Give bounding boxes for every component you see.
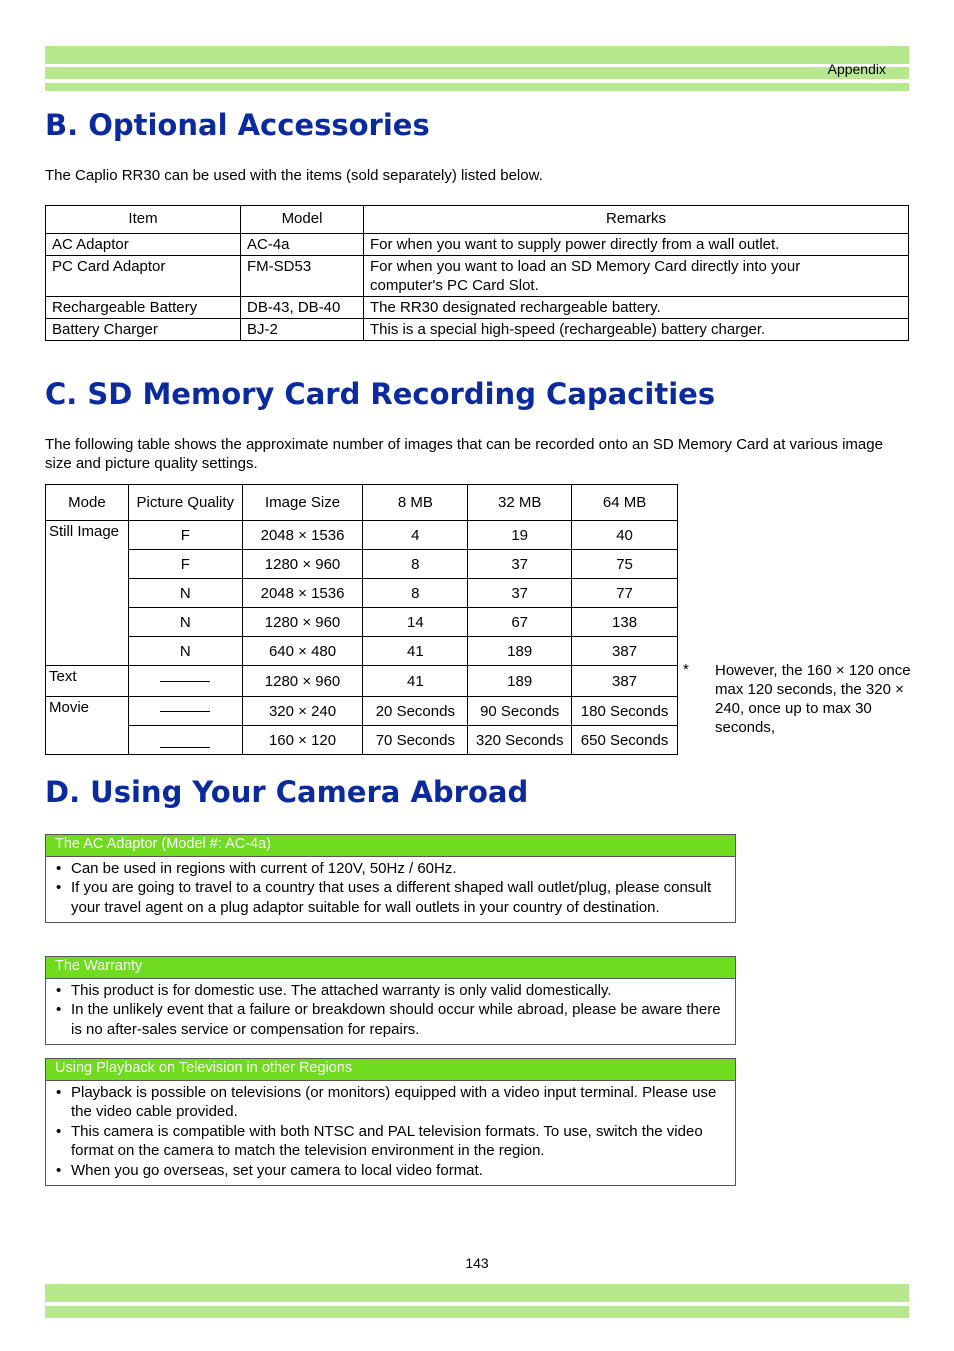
box-heading: The AC Adaptor (Model #: AC-4a) bbox=[46, 835, 735, 857]
capacity-cell: 14 bbox=[363, 608, 468, 637]
remarks-cell: For when you want to supply power directly from a wall outlet. bbox=[364, 234, 909, 256]
capacity-cell: 75 bbox=[572, 550, 678, 579]
item-cell: PC Card Adaptor bbox=[46, 256, 241, 297]
table-row bbox=[46, 319, 909, 341]
table-row bbox=[46, 550, 678, 579]
capacity-cell: 41 bbox=[363, 637, 468, 666]
header-band-middle bbox=[45, 67, 909, 79]
remarks-cell: For when you want to load an SD Memory Card directly into your computer's PC Card Slot. bbox=[364, 256, 909, 297]
list-item: • In the unlikely event that a failure or breakdown should occur while abroad, please be aware there is no after-sales service or compensation for repairs. bbox=[56, 1000, 725, 1039]
dash-mark bbox=[160, 711, 210, 712]
table-header-row bbox=[46, 206, 909, 234]
table-header-row bbox=[46, 485, 678, 521]
column-header: Image Size bbox=[242, 485, 363, 521]
dash-mark bbox=[160, 747, 210, 748]
column-header: 32 MB bbox=[468, 485, 572, 521]
quality-cell bbox=[128, 666, 242, 697]
table-row bbox=[46, 234, 909, 256]
table-row bbox=[46, 726, 678, 755]
capacity-cell: 650 Seconds bbox=[572, 726, 678, 755]
section-c-title: C. SD Memory Card Recording Capacities bbox=[45, 377, 716, 411]
header-band-top bbox=[45, 46, 909, 64]
capacity-cell: 4 bbox=[363, 521, 468, 550]
ac-adaptor-box bbox=[45, 834, 736, 923]
column-header: Model bbox=[241, 206, 364, 234]
quality-cell bbox=[128, 726, 242, 755]
section-c-intro: The following table shows the approximate number of images that can be recorded onto an SD Memory Card at various image size and picture quality settings. bbox=[45, 436, 883, 472]
capacity-cell: 19 bbox=[468, 521, 572, 550]
column-header: 64 MB bbox=[572, 485, 678, 521]
list-item: • Playback is possible on televisions (or monitors) equipped with a video input terminal. Please use the video cable provided. bbox=[56, 1083, 725, 1122]
footnote-marker: * bbox=[683, 661, 689, 678]
capacity-cell: 41 bbox=[363, 666, 468, 697]
capacity-cell: 40 bbox=[572, 521, 678, 550]
remarks-cell: The RR30 designated rechargeable battery. bbox=[364, 297, 909, 319]
quality-cell: N bbox=[128, 608, 242, 637]
capacity-cell: 8 bbox=[363, 579, 468, 608]
capacity-cell: 20 Seconds bbox=[363, 697, 468, 726]
bullet-list bbox=[46, 1081, 735, 1185]
table-row bbox=[46, 608, 678, 637]
quality-cell: N bbox=[128, 579, 242, 608]
mode-cell: Movie bbox=[46, 697, 129, 755]
accessories-table bbox=[45, 205, 909, 341]
capacity-cell: 180 Seconds bbox=[572, 697, 678, 726]
column-header: Picture Quality bbox=[128, 485, 242, 521]
item-cell: Rechargeable Battery bbox=[46, 297, 241, 319]
table-row bbox=[46, 579, 678, 608]
quality-cell bbox=[128, 697, 242, 726]
header-section-label: Appendix bbox=[827, 61, 886, 77]
column-header: Remarks bbox=[364, 206, 909, 234]
quality-cell: N bbox=[128, 637, 242, 666]
list-item: • Can be used in regions with current of 120V, 50Hz / 60Hz. bbox=[56, 859, 725, 878]
quality-cell: F bbox=[128, 550, 242, 579]
model-cell: AC-4a bbox=[241, 234, 364, 256]
list-item: • If you are going to travel to a country that uses a different shaped wall outlet/plug, please consult your travel agent on a plug adaptor suitable for wall outlets in your country of destination. bbox=[56, 878, 725, 917]
model-cell: FM-SD53 bbox=[241, 256, 364, 297]
capacity-cell: 387 bbox=[572, 666, 678, 697]
size-cell: 2048 × 1536 bbox=[242, 521, 363, 550]
table-row bbox=[46, 666, 678, 697]
size-cell: 1280 × 960 bbox=[242, 608, 363, 637]
remarks-cell: This is a special high-speed (rechargeable) battery charger. bbox=[364, 319, 909, 341]
section-b-title: B. Optional Accessories bbox=[45, 108, 430, 142]
mode-cell: Text bbox=[46, 666, 129, 697]
table-row bbox=[46, 297, 909, 319]
list-item: • When you go overseas, set your camera to local video format. bbox=[56, 1161, 725, 1180]
capacity-cell: 189 bbox=[468, 666, 572, 697]
footer-band-bottom bbox=[45, 1306, 909, 1318]
footer-band-top bbox=[45, 1284, 909, 1302]
column-header: Mode bbox=[46, 485, 129, 521]
size-cell: 1280 × 960 bbox=[242, 550, 363, 579]
capacity-cell: 8 bbox=[363, 550, 468, 579]
capacity-cell: 77 bbox=[572, 579, 678, 608]
bullet-list bbox=[46, 979, 735, 1044]
capacity-cell: 37 bbox=[468, 579, 572, 608]
list-item: • This product is for domestic use. The attached warranty is only valid domestically. bbox=[56, 981, 725, 1000]
bullet-list bbox=[46, 857, 735, 922]
page-number: 143 bbox=[465, 1255, 489, 1271]
television-playback-box bbox=[45, 1058, 736, 1186]
capacity-cell: 189 bbox=[468, 637, 572, 666]
capacity-cell: 138 bbox=[572, 608, 678, 637]
section-d-title: D. Using Your Camera Abroad bbox=[45, 775, 529, 809]
capacity-cell: 320 Seconds bbox=[468, 726, 572, 755]
model-cell: BJ-2 bbox=[241, 319, 364, 341]
model-cell: DB-43, DB-40 bbox=[241, 297, 364, 319]
header-band-bottom bbox=[45, 83, 909, 91]
item-cell: Battery Charger bbox=[46, 319, 241, 341]
capacity-cell: 37 bbox=[468, 550, 572, 579]
dash-mark bbox=[160, 681, 210, 682]
quality-cell: F bbox=[128, 521, 242, 550]
capacity-cell: 387 bbox=[572, 637, 678, 666]
column-header: Item bbox=[46, 206, 241, 234]
box-heading: The Warranty bbox=[46, 957, 735, 979]
footnote-text: However, the 160 × 120 once max 120 seconds, the 320 × 240, once up to max 30 seconds, bbox=[715, 662, 911, 736]
table-row bbox=[46, 521, 678, 550]
capacity-table bbox=[45, 484, 678, 755]
table-row bbox=[46, 697, 678, 726]
column-header: 8 MB bbox=[363, 485, 468, 521]
size-cell: 2048 × 1536 bbox=[242, 579, 363, 608]
size-cell: 1280 × 960 bbox=[242, 666, 363, 697]
size-cell: 160 × 120 bbox=[242, 726, 363, 755]
mode-cell: Still Image bbox=[46, 521, 129, 666]
table-row bbox=[46, 256, 909, 297]
list-item: • This camera is compatible with both NTSC and PAL television formats. To use, switch the video format on the camera to match the television environment in the region. bbox=[56, 1122, 725, 1161]
item-cell: AC Adaptor bbox=[46, 234, 241, 256]
size-cell: 320 × 240 bbox=[242, 697, 363, 726]
capacity-cell: 70 Seconds bbox=[363, 726, 468, 755]
capacity-cell: 67 bbox=[468, 608, 572, 637]
capacity-cell: 90 Seconds bbox=[468, 697, 572, 726]
box-heading: Using Playback on Television in other Regions bbox=[46, 1059, 735, 1081]
table-row bbox=[46, 637, 678, 666]
size-cell: 640 × 480 bbox=[242, 637, 363, 666]
section-b-intro: The Caplio RR30 can be used with the items (sold separately) listed below. bbox=[45, 167, 543, 184]
warranty-box bbox=[45, 956, 736, 1045]
